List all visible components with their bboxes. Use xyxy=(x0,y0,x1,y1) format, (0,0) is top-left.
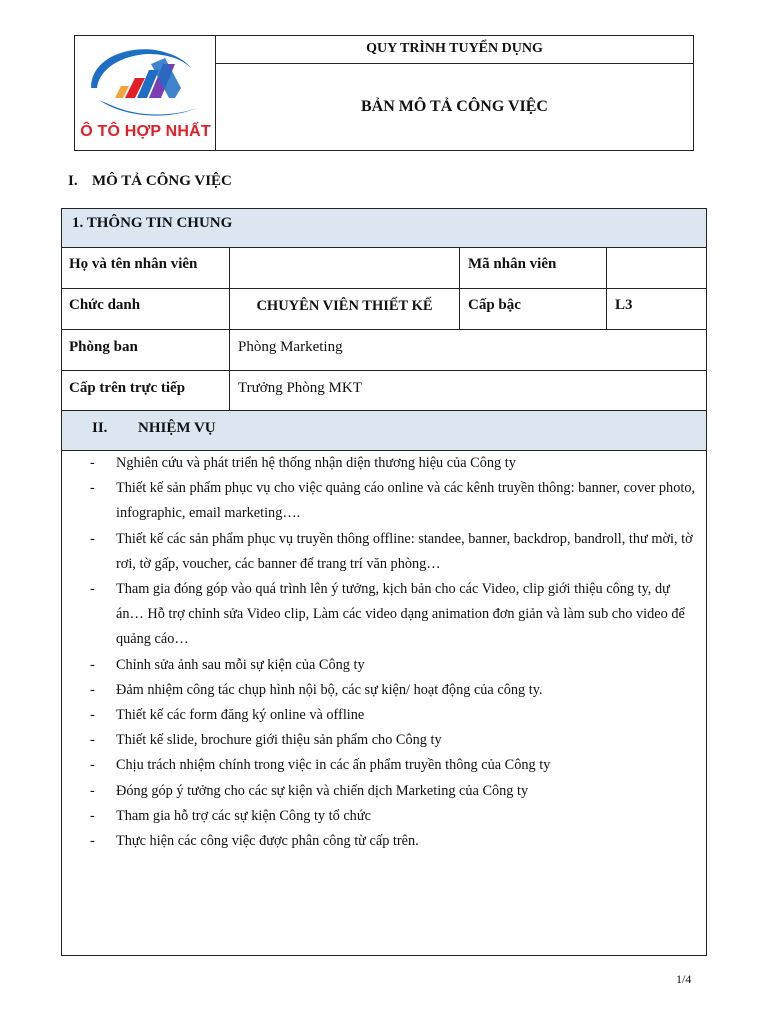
duty-item: - Thiết kế slide, brochure giới thiệu sản phẩm cho Công ty xyxy=(90,728,698,753)
employee-id-label: Mã nhân viên xyxy=(460,248,607,288)
duty-item: - Thiết kế các form đăng ký online và offline xyxy=(90,703,698,728)
duties-number: II. xyxy=(92,420,108,436)
duty-item: - Tham gia đóng góp vào quá trình lên ý tưởng, kịch bản cho các Video, clip giới thiệu công ty, dự án… Hỗ trợ chỉnh sửa Video clip, Làm các video dạng animation đơn giản và làm sub cho video để quảng cáo… xyxy=(90,577,698,653)
manager-value: Trưởng Phòng MKT xyxy=(238,380,362,396)
duty-item: - Chỉnh sửa ảnh sau mỗi sự kiện của Công ty xyxy=(90,653,698,678)
duty-item: - Thiết kế các sản phẩm phục vụ truyền thông offline: standee, banner, backdrop, bandroll, thư mời, tờ rơi, tờ gấp, voucher, các banner để trang trí văn phòng… xyxy=(90,527,698,577)
level-value: L3 xyxy=(615,297,633,313)
employee-name-row xyxy=(62,248,706,289)
duty-item: - Tham gia hỗ trợ các sự kiện Công ty tổ chức xyxy=(90,804,698,829)
general-info-heading: 1. THÔNG TIN CHUNG xyxy=(72,215,233,231)
duty-item: - Đóng góp ý tưởng cho các sự kiện và chiến dịch Marketing của Công ty xyxy=(90,779,698,804)
department-row xyxy=(62,330,706,371)
duties-heading-row xyxy=(62,411,706,451)
section-title: MÔ TẢ CÔNG VIỆC xyxy=(92,173,232,189)
position-value: CHUYÊN VIÊN THIẾT KẾ xyxy=(230,289,460,329)
position-row xyxy=(62,289,706,330)
duty-item: - Chịu trách nhiệm chính trong việc in các ấn phẩm truyền thông của Công ty xyxy=(90,753,698,778)
manager-label: Cấp trên trực tiếp xyxy=(62,371,230,410)
level-label: Cấp bậc xyxy=(460,289,607,329)
employee-name-value xyxy=(230,248,460,288)
page-number: 1/4 xyxy=(676,972,692,986)
department-value: Phòng Marketing xyxy=(238,339,343,355)
duty-item: - Nghiên cứu và phát triển hệ thống nhận diện thương hiệu của Công ty xyxy=(90,451,698,476)
general-info-row xyxy=(62,209,706,248)
document-header xyxy=(74,35,694,151)
logo-text: Ô TÔ HỢP NHẤT xyxy=(80,123,211,140)
section-heading xyxy=(68,173,232,190)
duties-list-area xyxy=(62,451,706,955)
employee-name-label: Họ và tên nhân viên xyxy=(62,248,230,288)
manager-row xyxy=(62,371,706,411)
process-title: QUY TRÌNH TUYỂN DỤNG xyxy=(216,36,693,64)
document-title: BẢN MÔ TẢ CÔNG VIỆC xyxy=(361,98,548,115)
duty-item: - Đảm nhiệm công tác chụp hình nội bộ, các sự kiện/ hoạt động của công ty. xyxy=(90,678,698,703)
company-logo-icon xyxy=(85,44,205,122)
duty-item: - Thực hiện các công việc được phân công từ cấp trên. xyxy=(90,829,698,854)
employee-id-value xyxy=(607,248,706,288)
duty-item: - Thiết kế sản phẩm phục vụ cho việc quảng cáo online và các kênh truyền thông: banner, cover photo, infographic, email marketing…. xyxy=(90,476,698,526)
duties-heading: NHIỆM VỤ xyxy=(138,420,216,436)
department-label: Phòng ban xyxy=(62,330,230,370)
position-label: Chức danh xyxy=(62,289,230,329)
job-info-table xyxy=(61,208,707,956)
section-number: I. xyxy=(68,173,78,189)
logo-cell xyxy=(75,36,216,150)
